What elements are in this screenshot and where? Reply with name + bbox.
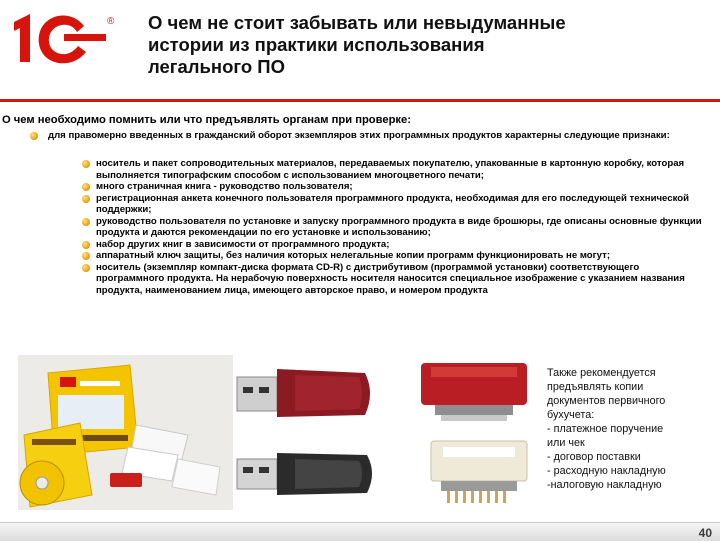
1c-logo-icon [6,4,126,74]
bullet-list [82,158,710,296]
side-note-line: бухучета: [547,409,595,421]
side-note-line: -налоговую накладную [547,479,662,491]
bullet-level1-text: для правомерно введенных в гражданский оборот экземпляров этих программных продуктов характерны следующие признаки: [48,130,670,141]
usb-key-icon [237,369,370,417]
title-line: легального ПО [148,56,285,77]
title-line: О чем не стоит забывать или невыдуманные [148,12,566,33]
side-note-line: Также рекомендуется [547,367,656,379]
side-note-line: или чек [547,437,585,449]
page-number: 40 [698,526,712,540]
usb-key-icon [237,453,372,495]
bullet-dot-icon [30,132,38,140]
footer-bar [0,522,720,541]
side-note-line: - договор поставки [547,451,641,463]
bullet-dot-icon [82,252,90,260]
list-item: регистрационная анкета конечного пользователя программного продукта, необходимая для его последующей технической поддержки; [82,193,710,216]
bullet-dot-icon [82,218,90,226]
footer [0,520,720,540]
hardware-keys-photo [235,355,535,515]
side-note-line: - платежное поручение [547,423,664,435]
list-item: носитель (экземпляр компакт-диска формата CD-R) с дистрибутивом (программой установки) соответствующего программного продукта. На нерабочую поверхность носителя наносится специальное изображение с указанием названия продукта, наименованием лица, имеющего авторское право, и номером продукта [82,262,710,297]
side-note-line: - расходную накладную [547,465,666,477]
list-item: руководство пользователя по установке и запуску программного продукта в виде брошюры, где описаны основные функции продукта и даются рекомендации по его установке и использованию; [82,216,710,239]
bullet-dot-icon [82,195,90,203]
list-item: много страничная книга - руководство пользователя; [82,181,710,193]
bullet-dot-icon [82,183,90,191]
side-note [547,366,697,492]
title-line: истории из практики использования [148,34,485,55]
list-item: носитель и пакет сопроводительных материалов, передаваемых покупателю, упакованные в картонную коробку, которая выполняется типографским способом с использованием многоцветного печати; [82,158,710,181]
registered-mark: ® [107,16,115,27]
slide-title [148,12,618,78]
bullet-level1 [48,130,713,142]
product-package-photo [18,355,233,510]
side-note-line: предъявлять копии [547,381,644,393]
side-note-line: документов первичного [547,395,666,407]
title-divider [0,99,720,102]
bullet-dot-icon [82,241,90,249]
list-item: набор других книг в зависимости от программного продукта; [82,239,710,251]
lpt-dongle-icon [431,441,527,503]
bullet-dot-icon [82,160,90,168]
lead-text: О чем необходимо помнить или что предъявлять органам при проверке: [2,114,411,126]
lpt-dongle-icon [421,363,527,421]
bullet-dot-icon [82,264,90,272]
list-item: аппаратный ключ защиты, без наличия которых нелегальные копии программ функционировать не могут; [82,250,710,262]
